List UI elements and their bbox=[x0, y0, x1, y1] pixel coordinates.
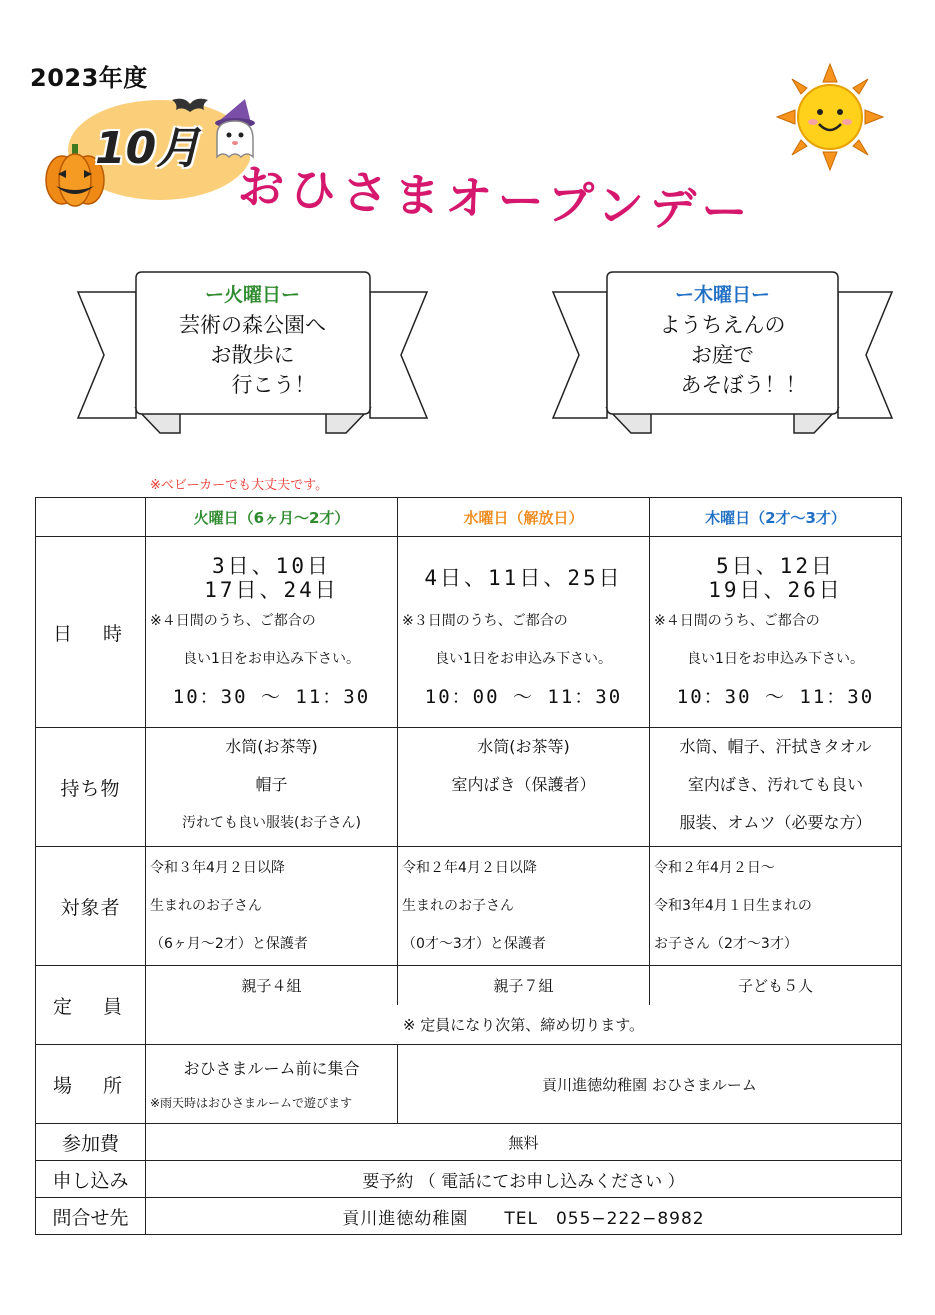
table-row-target bbox=[36, 847, 902, 966]
ribbon-line: 芸術の森公園へ bbox=[179, 313, 326, 337]
target-line: 令和２年4月２日〜 bbox=[654, 860, 775, 876]
table-row-items bbox=[36, 728, 902, 847]
event-title: おひさまオープンデー bbox=[236, 158, 755, 240]
table-header-row bbox=[36, 498, 902, 537]
target-line: （6ヶ月〜2才）と保護者 bbox=[150, 936, 308, 952]
schedule-table bbox=[35, 497, 902, 1235]
column-header-tuesday: 火曜日（6ヶ月〜2才） bbox=[146, 498, 398, 537]
table-row-datetime bbox=[36, 537, 902, 728]
target-cell bbox=[146, 847, 398, 966]
date-line: 19日、26日 bbox=[708, 578, 843, 602]
ribbon-thursday bbox=[545, 268, 900, 438]
row-label-capacity: 定 員 bbox=[36, 966, 146, 1045]
date-note: 良い1日をお申込み下さい。 bbox=[687, 651, 864, 667]
date-line: 3日、10日 bbox=[212, 554, 331, 578]
bat-icon bbox=[170, 96, 210, 118]
column-header-wednesday: 水曜日（解放日） bbox=[398, 498, 650, 537]
time-range: 10：30 〜 11：30 bbox=[676, 686, 875, 708]
item-line: 室内ばき、汚れても良い bbox=[687, 775, 864, 794]
item-line: 水筒(お茶等) bbox=[477, 737, 570, 756]
date-note: ※３日間のうち、ご都合の bbox=[402, 613, 568, 629]
row-label-datetime: 日 時 bbox=[36, 537, 146, 728]
datetime-cell bbox=[398, 537, 650, 728]
item-line: 水筒(お茶等) bbox=[225, 737, 318, 756]
date-line: 4日、11日、25日 bbox=[424, 566, 623, 590]
ribbon-line: お庭で bbox=[691, 343, 754, 367]
place-cell-other: 貢川進徳幼稚園 おひさまルーム bbox=[398, 1045, 902, 1124]
target-line: 令和３年4月２日以降 bbox=[150, 860, 285, 876]
ribbon-day-label: ー木曜日ー bbox=[674, 284, 770, 306]
ribbon-line: 行こう！ bbox=[189, 373, 316, 397]
target-line: 生まれのお子さん bbox=[402, 898, 514, 914]
capacity-cell: 親子４組 bbox=[146, 966, 398, 1006]
datetime-cell bbox=[650, 537, 902, 728]
table-row-fee bbox=[36, 1124, 902, 1161]
stroller-note: ※ベビーカーでも大丈夫です。 bbox=[150, 478, 329, 493]
date-note: ※４日間のうち、ご都合の bbox=[150, 613, 316, 629]
time-range: 10：30 〜 11：30 bbox=[172, 686, 371, 708]
target-line: 生まれのお子さん bbox=[150, 898, 262, 914]
date-note: ※４日間のうち、ご都合の bbox=[654, 613, 820, 629]
place-text: おひさまルーム前に集合 bbox=[183, 1059, 360, 1078]
row-label-contact: 問合せ先 bbox=[36, 1198, 146, 1235]
place-cell-tuesday bbox=[146, 1045, 398, 1124]
date-note: 良い1日をお申込み下さい。 bbox=[183, 651, 360, 667]
ribbon-line: あそぼう！！ bbox=[638, 373, 807, 397]
ribbon-line: ようちえんの bbox=[659, 313, 786, 337]
ribbon-line: お散歩に bbox=[210, 343, 295, 367]
table-row-capacity bbox=[36, 966, 902, 1006]
item-line: 室内ばき（保護者） bbox=[451, 775, 596, 794]
month-label: 10月 bbox=[95, 123, 201, 174]
fee-value: 無料 bbox=[146, 1124, 902, 1161]
ribbon-tuesday bbox=[70, 268, 435, 438]
item-line: 服装、オムツ（必要な方） bbox=[679, 813, 872, 832]
target-line: （0才〜3才）と保護者 bbox=[402, 936, 546, 952]
date-line: 17日、24日 bbox=[204, 578, 339, 602]
item-line: 汚れても良い服装(お子さん) bbox=[182, 815, 361, 831]
target-cell bbox=[398, 847, 650, 966]
row-label-apply: 申し込み bbox=[36, 1161, 146, 1198]
row-label-target: 対象者 bbox=[36, 847, 146, 966]
capacity-cell: 親子７組 bbox=[398, 966, 650, 1006]
fiscal-year: 2023年度 bbox=[30, 64, 148, 92]
corner-cell bbox=[36, 498, 146, 537]
items-cell bbox=[650, 728, 902, 847]
date-line: 5日、12日 bbox=[716, 554, 835, 578]
target-cell bbox=[650, 847, 902, 966]
row-label-place: 場 所 bbox=[36, 1045, 146, 1124]
table-row-place bbox=[36, 1045, 902, 1124]
target-line: 令和3年4月１日生まれの bbox=[654, 898, 812, 914]
date-note: 良い1日をお申込み下さい。 bbox=[435, 651, 612, 667]
items-cell bbox=[398, 728, 650, 847]
place-rain-note: ※雨天時はおひさまルームで遊びます bbox=[150, 1096, 353, 1110]
row-label-fee: 参加費 bbox=[36, 1124, 146, 1161]
item-line: 帽子 bbox=[255, 775, 288, 794]
time-range: 10：00 〜 11：30 bbox=[424, 686, 623, 708]
ribbon-day-label: ー火曜日ー bbox=[204, 284, 300, 306]
column-header-thursday: 木曜日（2才〜3才） bbox=[650, 498, 902, 537]
contact-value: 貢川進徳幼稚園 TEL 055−222−8982 bbox=[146, 1198, 902, 1235]
item-line: 水筒、帽子、汗拭きタオル bbox=[679, 737, 872, 756]
table-row-apply bbox=[36, 1161, 902, 1198]
row-label-items: 持ち物 bbox=[36, 728, 146, 847]
apply-value: 要予約 （ 電話にてお申し込みください ） bbox=[146, 1161, 902, 1198]
capacity-cell: 子ども５人 bbox=[650, 966, 902, 1006]
table-row-contact bbox=[36, 1198, 902, 1235]
datetime-cell bbox=[146, 537, 398, 728]
items-cell bbox=[146, 728, 398, 847]
sun-icon bbox=[775, 62, 885, 172]
target-line: お子さん（2才〜3才） bbox=[654, 936, 798, 952]
capacity-note: ※ 定員になり次第、締め切ります。 bbox=[146, 1005, 902, 1045]
table-row-capacity-note bbox=[36, 1005, 902, 1045]
target-line: 令和２年4月２日以降 bbox=[402, 860, 537, 876]
